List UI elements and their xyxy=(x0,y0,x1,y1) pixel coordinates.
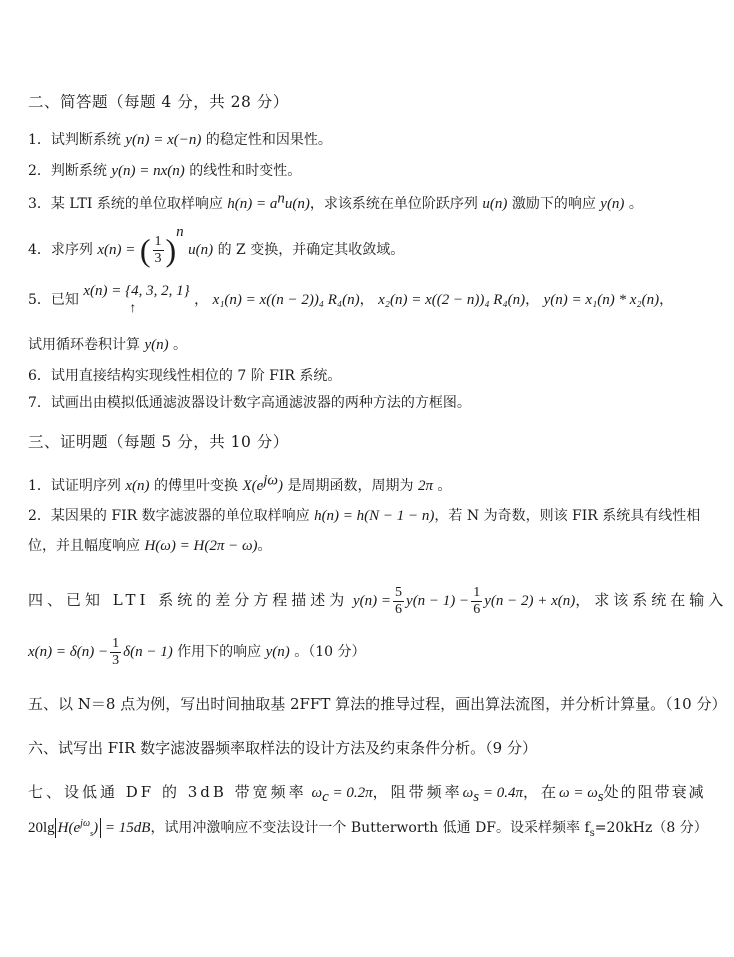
section-7-line-2: 20lg $H(e^{j\omega}_s) = 15dB$，试用冲激响应不变法设计一个 Butterworth 低通 DF。设采样频率 $f_s=20kHz(8$ 分） xyxy=(28,818,708,839)
fraction-one-third-delta: $\frac{1}{3}$ xyxy=(112,635,120,668)
section-6: 六、试写出 FIR 数字滤波器频率取样法的设计方法及约束条件分析。（9 分） xyxy=(28,739,537,757)
s2-question-2: 2．判断系统 y(n) = nx(n) 的线性和时变性。 xyxy=(28,163,302,179)
s2-question-5-continued: 试用循环卷积计算 y(n) 。 xyxy=(28,337,188,353)
s3-question-1: 1．试证明序列 x(n) 的傅里叶变换 $X(e^{j\omega})$ 是周期函数，周期为 2π 。 xyxy=(28,472,452,494)
sequence-definition: x(n) = {4, 3, 2, 1} ↑ xyxy=(83,283,190,316)
origin-arrow-icon: ↑ xyxy=(129,301,137,316)
s2-question-5: 5．已知 x(n) = {4, 3, 2, 1} ↑ ， x₁(n) = x((n − 2))₄ R₄(n)， x₂(n) = x((2 − n))₄ R₄(n)， y(n) = x₁(n) * x₂(n)， xyxy=(28,283,674,316)
right-paren: ) xyxy=(165,232,177,268)
s2-question-7: 7．试画出由模拟低通滤波器设计数字高通滤波器的两种方法的方框图。 xyxy=(28,395,471,411)
s3-question-2-continued: 位，并且幅度响应 H(ω) = H(2π − ω)。 xyxy=(28,538,272,554)
section-4-line-2: x(n) = δ(n) − $\frac{1}{3}$ δ(n − 1) 作用下的响应 y(n) 。（10 分） xyxy=(28,635,366,668)
s2-question-6: 6．试用直接结构实现线性相位的 7 阶 FIR 系统。 xyxy=(28,368,342,384)
magnitude-abs: $H(e^{j\omega}_s)$ xyxy=(55,818,101,838)
section-5: 五、以 N＝8 点为例，写出时间抽取基 2FFT 算法的推导过程，画出算法流图，并分析计算量。（10 分） xyxy=(28,695,727,713)
fraction-one-third: $\frac{1}{3}$ xyxy=(154,233,162,266)
fraction-one-sixth: $\frac{1}{6}$ xyxy=(473,584,481,617)
s2-question-3: 3．某 LTI 系统的单位取样响应 $h(n) = a^nu(n)$，求该系统在单位阶跃序列 u(n) 激励下的响应 y(n) 。 xyxy=(28,190,643,212)
fraction-five-sixths: $\frac{5}{6}$ xyxy=(395,584,403,617)
section-3-heading: 三、证明题（每题 5 分，共 10 分） xyxy=(28,433,289,451)
left-paren: ( xyxy=(139,232,151,268)
s2-question-4: 4．求序列 x(n) = ( $\frac{1}{3}$ )$^n$ u(n) 的 Z 变换，并确定其收敛域。 xyxy=(28,224,405,268)
s3-question-2: 2．某因果的 FIR 数字滤波器的单位取样响应 h(n) = h(N − 1 − n)，若 N 为奇数，则该 FIR 系统具有线性相 xyxy=(28,508,701,524)
section-7-line-1: 七、设低通 DF 的 3dB 带宽频率 $\omega_c = 0.2\pi$，阻带频率$\omega_s = 0.4\pi$，在$\omega = \omega_s$处的阻带衰减 xyxy=(28,783,706,805)
section-4-line-1: 四、已知 LTI 系统的差分方程描述为 y(n) = $\frac{5}{6}$ y(n − 1) − $\frac{1}{6}$ y(n − 2) + x(n)，求该系统在输入 xyxy=(28,584,728,617)
section-2-heading: 二、简答题（每题 4 分，共 28 分） xyxy=(28,93,289,111)
s2-question-1: 1．试判断系统 y(n) = x(−n) 的稳定性和因果性。 xyxy=(28,132,332,148)
